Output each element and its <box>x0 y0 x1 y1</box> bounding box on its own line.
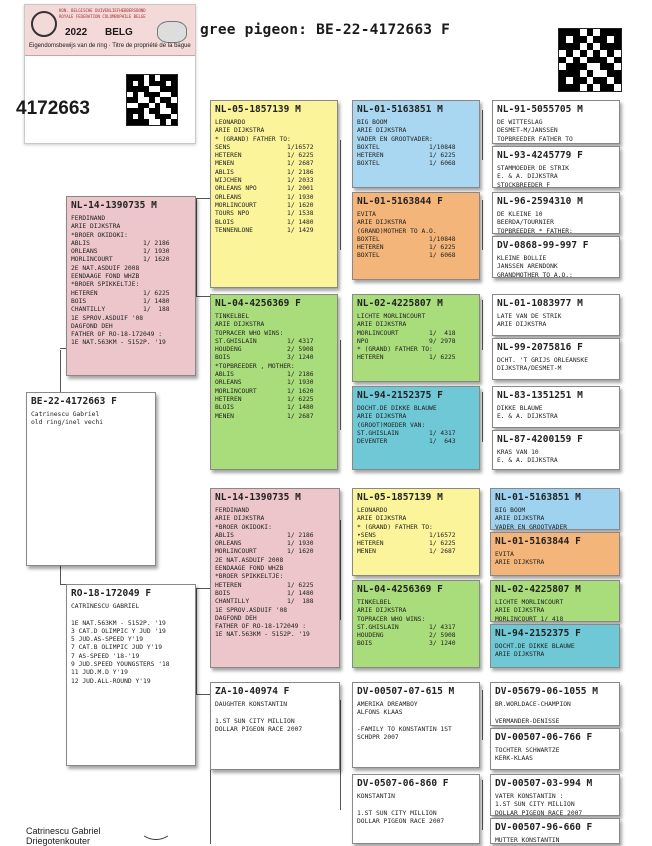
pigeon-card-g3 <box>492 192 620 234</box>
pigeon-ring-id: NL-01-1083977 M <box>497 298 583 309</box>
pigeon-details: TOCHTER SCHWARTZE KERK-KLAAS <box>495 747 560 763</box>
pigeon-details: DAUGHTER KONSTANTIN 1.ST SUN CITY MILLION DOLLAR PIGEON RACE 2007 <box>215 701 303 733</box>
connector-line <box>196 198 210 199</box>
pigeon-ring-id: NL-99-2075816 F <box>497 342 583 353</box>
pigeon-details: TINKELBEL ARIE DIJKSTRA TOPRACER WHO WINS: ST.GHISLAIN 1/ 4317 HOUDENG 2/ 5908 BOIS 3/ 1240 <box>357 599 456 648</box>
breeder-name: Catrinescu Gabriel <box>26 826 101 836</box>
pigeon-ring-id: NL-83-1351251 M <box>497 390 583 401</box>
pigeon-ring-id: NL-94-2152375 F <box>357 390 443 401</box>
pigeon-details: FERDINAND ARIE DIJKSTRA *BROER OKIDOKI: ABLIS 1/ 2186 ORLEANS 1/ 1930 MORLINCOURT 1/ 1620 2E NAT.ASDUIF 2008 EENDAAGE FOND WHZB *BROER SPIKKELTJE: HETEREN 1/ 6225 BOIS 1/ 1480 CHANTILLY 1/ 188 1E SPROV.ASDUIF '08 DAGFOND DEH FATHER OF RO-18-172049 : 1E NAT.563KM - 5152P. '19 <box>71 215 170 347</box>
pigeon-details: DE KLEINE 10 BEERDA/TOURNIER TOPBREEDER * FATHER: <box>497 211 573 234</box>
connector-line <box>340 520 341 620</box>
pigeon-card-h3 <box>490 580 620 622</box>
pigeon-ring-id: NL-01-5163851 M <box>495 492 581 503</box>
pigeon-card-g6 <box>492 338 620 380</box>
pigeon-ring-id: NL-02-4225807 M <box>495 584 581 595</box>
pigeon-card-g8 <box>492 430 620 470</box>
connector-line <box>340 140 341 250</box>
pigeon-details: LEONARDO ARIE DIJKSTRA * (GRAND) FATHER TO: •SENS 1/16572 HETEREN 1/ 6225 MENEN 1/ 2687 <box>357 507 456 556</box>
pigeon-card-mm <box>210 682 340 770</box>
pigeon-ring-id: NL-04-4256369 F <box>215 298 301 309</box>
ring-year: 2022 <box>65 27 88 38</box>
pigeon-details: DCHT. 'T GRIJS ORLEANSKE DIJKSTRA/DESMET-M <box>497 357 588 373</box>
pigeon-details: BIG BOOM ARIE DIJKSTRA VADER EN GROOTVADER: BOXTEL 1/10848 HETEREN 1/ 6225 BOXTEL 1/ 6068 <box>357 119 456 168</box>
breeder-location: Driegotenkouter <box>26 836 91 846</box>
ring-number: 4172663 <box>16 98 90 119</box>
pigeon-card-h4 <box>490 624 620 668</box>
pigeon-details: BR.WORLDACE-CHAMPION VERMANDER-DENISSE <box>495 701 571 725</box>
pigeon-details: EVITA ARIE DIJKSTRA <box>495 551 545 567</box>
pigeon-card-mfm <box>352 580 480 668</box>
pigeon-ring-id: DV-0507-06-860 F <box>357 778 449 789</box>
pigeon-ring-id: NL-04-4256369 F <box>357 584 443 595</box>
ring-federation-fr: ROYALE FEDERATION COLOMBOPHILE BELGE <box>59 14 146 19</box>
pigeon-card-g7 <box>492 386 620 428</box>
pigeon-ring-id: NL-14-1390735 M <box>71 200 157 211</box>
pigeon-card-h5 <box>490 682 620 726</box>
pigeon-card-mmf <box>352 682 480 768</box>
pigeon-details: MUTTER KONSTANTIN <box>495 837 560 844</box>
connector-line <box>482 780 483 830</box>
pigeon-ring-id: DV-05679-06-1055 M <box>495 686 598 697</box>
pigeon-card-fmf <box>352 294 480 382</box>
pigeon-card-h6 <box>490 728 620 770</box>
connector-line <box>340 340 341 430</box>
pigeon-details: DOCHT.DE DIKKE BLAUWE ARIE DIJKSTRA (GROOT)MOEDER VAN: ST.GHISLAIN 1/ 4317 DEVENTER 1/ 643 <box>357 405 456 446</box>
connector-line <box>196 296 210 297</box>
connector-line <box>196 588 197 694</box>
pigeon-details: VATER KONSTANTIN : 1.ST SUN CITY MILLION DOLLAR PIGEON RACE 2007 <box>495 793 583 816</box>
connector-line <box>482 200 483 250</box>
pigeon-ring-id: BE-22-4172663 F <box>31 396 117 407</box>
pigeon-details: LICHTE MORLINCOURT ARIE DIJKSTRA MORLINCOURT 1/ 418 NPO 9/ 2978 * (GRAND) FATHER TO: HETEREN 1/ 6225 <box>357 313 456 362</box>
pigeon-ring-id: DV-00507-07-615 M <box>357 686 455 697</box>
pigeon-details: DE WITTESLAG DESMET-M/JANSSEN TOPBREEDER FATHER TO <box>497 119 573 143</box>
connector-line <box>196 588 210 589</box>
pigeon-ring-id: DV-00507-06-766 F <box>495 732 593 743</box>
pigeon-ring-id: NL-94-2152375 F <box>495 628 581 639</box>
pigeon-details: BIG BOOM ARIE DIJKSTRA VADER EN GROOTVADER <box>495 507 568 530</box>
connector-line <box>482 392 483 442</box>
pigeon-details: KLEINE BOLLIE JANSSEN ARENDONK GRANDMOTHER TO A.O.: <box>497 255 573 278</box>
pigeon-ring-id: NL-05-1857139 M <box>215 104 301 115</box>
page-title: gree pigeon: BE-22-4172663 F <box>200 22 451 38</box>
pigeon-details: FERDINAND ARIE DIJKSTRA *BROER OKIDOKI: ABLIS 1/ 2186 ORLEANS 1/ 1930 MORLINCOURT 1/ 1620 2E NAT.ASDUIF 2008 EENDAAGE FOND WHZB *BROER SPIKKELTJE: HETEREN 1/ 6225 BOIS 1/ 1480 CHANTILLY 1/ 188 1E SPROV.ASDUIF '08 DAGFOND DEH FATHER OF RO-18-172049 : 1E NAT.563KM - 5152P. '19 <box>215 507 314 639</box>
pigeon-card-mother <box>66 584 196 766</box>
pigeon-ring-id: NL-96-2594310 M <box>497 196 583 207</box>
pigeon-ring-id: NL-14-1390735 M <box>215 492 301 503</box>
pigeon-ring-id: DV-00507-03-994 M <box>495 778 593 789</box>
pigeon-details: LICHTE MORLINCOURT ARIE DIJKSTRA MORLINCOURT 1/ 418 <box>495 599 564 622</box>
pigeon-card-h8 <box>490 818 620 844</box>
pigeon-card-fmm <box>352 386 480 470</box>
pigeon-card-g5 <box>492 294 620 336</box>
connector-line <box>482 690 483 740</box>
breeder-footer <box>26 826 101 846</box>
ring-certificate-label: Eigendomsbewijs van de ring · Titre de propriété de la bague <box>29 43 191 49</box>
pigeon-card-h2 <box>490 532 620 576</box>
pigeon-details: LEONARDO ARIE DIJKSTRA * (GRAND) FATHER TO: SENS 1/16572 HETEREN 1/ 6225 MENEN 1/ 2687 ABLIS 1/ 2186 WIJCHEN 1/ 2033 ORLEANS NPO 1/ 2001 ORLEANS 1/ 1930 MORLINCOURT 1/ 1620 TOURS NPO 1/ 1538 BLOIS 1/ 1480 TENNENLONE 1/ 1429 <box>215 119 314 234</box>
pigeon-details: STAMMOEDER DE STRIK E. & A. DIJKSTRA STOCKBREEDER F <box>497 165 570 188</box>
pigeon-details: CATRINESCU GABRIEL 1E NAT.563KM - 5152P. '19 3 CAT.D OLIMPIC Y JUD '19 5 JUD.AS-SPEED Y'19 7 CAT.B OLIMPIC JUD Y'19 7 AS-SPEED '18-'19 9 JUD.SPEED YOUNGSTERS '18 11 JUD.M.D Y'19 12 JUD.ALL-ROUND Y'19 <box>71 603 170 685</box>
pigeon-details: EVITA ARIE DIJKSTRA (GRAND)MOTHER TO A.O. BOXTEL 1/10848 HETEREN 1/ 6225 BOXTEL 1/ 6068 <box>357 211 456 260</box>
pigeon-details: Catrinescu Gabriel old ring/inel vechi <box>31 411 104 427</box>
seal-icon <box>157 21 187 43</box>
pigeon-ring-id: RO-18-172049 F <box>71 588 152 599</box>
pigeon-ring-id: NL-05-1857139 M <box>357 492 443 503</box>
pigeon-ring-id: NL-91-5055705 M <box>497 104 583 115</box>
pigeon-details: TINKELBEL ARIE DIJKSTRA TOPRACER WHO WINS: ST.GHISLAIN 1/ 4317 HOUDENG 2/ 5908 BOIS 3/ 1240 *TOPBREEDER , MOTHER: ABLIS 1/ 2186 ORLEANS 1/ 1930 MORLINCOURT 1/ 1620 HETEREN 1/ 6225 BLOIS 1/ 1480 MENEN 1/ 2687 <box>215 313 314 420</box>
pigeon-card-g2 <box>492 146 620 188</box>
pigeon-ring-id: DV-0868-99-997 F <box>497 240 589 251</box>
connector-line <box>60 566 61 584</box>
pigeon-card-subject <box>26 392 156 566</box>
pigeon-ring-id: NL-93-4245779 F <box>497 150 583 161</box>
pigeon-card-g1 <box>492 100 620 144</box>
connector-line <box>60 350 61 392</box>
connector-line <box>482 110 483 160</box>
connector-line <box>196 694 210 695</box>
pigeon-ring-id: NL-01-5163844 F <box>495 536 581 547</box>
pigeon-ring-id: NL-02-4225807 M <box>357 298 443 309</box>
pigeon-details: AMERIKA DREAMBOY ALFONS KLAAS -FAMILY TO KONSTANTIN 1ST SCHDPR 2007 <box>357 701 452 742</box>
federation-logo-icon <box>31 11 57 37</box>
pigeon-ring-id: NL-87-4200159 F <box>497 434 583 445</box>
qr-code-icon <box>558 28 622 92</box>
pigeon-card-mmm <box>352 774 480 844</box>
ring-federation-nl: KON. BELGISCHE DUIVENLIEFHEBBERSBOND <box>59 8 146 13</box>
pigeon-ring-id: DV-00507-96-660 F <box>495 822 593 833</box>
connector-line <box>196 198 197 296</box>
pigeon-card-mff <box>352 488 480 576</box>
pigeon-card-ff <box>210 100 338 288</box>
pigeon-card-ffm <box>352 192 480 280</box>
ring-country: BELG <box>105 27 133 38</box>
connector-line <box>482 300 483 350</box>
pigeon-details: DIKKE BLAUWE E. & A. DIJKSTRA <box>497 405 558 421</box>
pigeon-ring-id: NL-01-5163844 F <box>357 196 443 207</box>
pigeon-details: DOCHT.DE DIKKE BLAUWE ARIE DIJKSTRA <box>495 643 575 659</box>
connector-line <box>340 700 341 810</box>
pigeon-details: KONSTANTIN 1.ST SUN CITY MILLION DOLLAR PIGEON RACE 2007 <box>357 793 445 825</box>
pigeon-ring-id: NL-01-5163851 M <box>357 104 443 115</box>
ring-qr-pattern <box>127 75 177 125</box>
pigeon-card-g4 <box>492 236 620 278</box>
signature-icon <box>140 818 172 840</box>
qr-pattern <box>559 29 621 91</box>
pigeon-card-mf <box>210 488 340 668</box>
pigeon-card-father <box>66 196 196 376</box>
pigeon-card-fff <box>352 100 480 188</box>
pigeon-details: LATE VAN DE STRIK ARIE DIJKSTRA <box>497 313 562 329</box>
pigeon-card-h1 <box>490 488 620 530</box>
pigeon-card-fm <box>210 294 338 470</box>
ring-certificate-header <box>25 5 195 56</box>
ring-qr-code-icon <box>126 74 178 126</box>
pigeon-ring-id: ZA-10-40974 F <box>215 686 290 697</box>
pigeon-details: KRAS VAN 10 E. & A. DIJKSTRA <box>497 449 558 465</box>
pigeon-card-h7 <box>490 774 620 816</box>
